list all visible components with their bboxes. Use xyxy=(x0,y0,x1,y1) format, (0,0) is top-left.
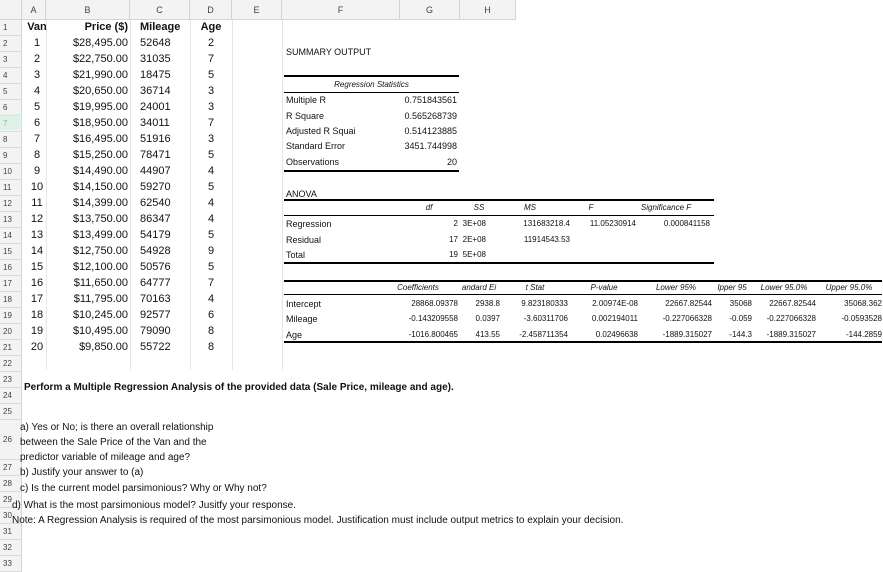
column-header-f[interactable]: F xyxy=(282,0,400,20)
coef-cell[interactable]: 2.00974E-08 xyxy=(592,299,638,308)
row-header-1[interactable]: 1 xyxy=(0,20,22,36)
row-header-17[interactable]: 17 xyxy=(0,276,22,292)
row-header-16[interactable]: 16 xyxy=(0,260,22,276)
table-cell[interactable]: 9 xyxy=(33,165,41,177)
table-cell[interactable]: 59270 xyxy=(140,181,171,193)
anova-cell[interactable]: 17 xyxy=(449,235,458,244)
table-cell[interactable]: 7 xyxy=(207,53,215,65)
table-cell[interactable]: 92577 xyxy=(140,309,171,321)
anova-cell[interactable]: Regression xyxy=(286,219,332,229)
table-cell[interactable]: 10 xyxy=(30,181,44,193)
column-header-a[interactable]: A xyxy=(22,0,46,20)
table-cell[interactable]: 19 xyxy=(30,325,44,337)
coef-cell[interactable]: -0.059 xyxy=(729,314,752,323)
coef-cell[interactable]: 0.02496638 xyxy=(595,330,638,339)
table-cell[interactable]: 4 xyxy=(33,85,41,97)
table-cell[interactable]: 79090 xyxy=(140,325,171,337)
table-header-2[interactable]: Mileage xyxy=(140,21,181,33)
table-header-1[interactable]: Price ($) xyxy=(84,21,128,33)
question-d[interactable]: d) What is the most parsimonious model? Jusitfy your response. xyxy=(12,500,297,511)
table-cell[interactable]: 20 xyxy=(30,341,44,353)
regstat-label[interactable]: Standard Error xyxy=(286,141,346,151)
anova-header-rule xyxy=(284,215,714,216)
table-cell[interactable]: 13 xyxy=(30,229,44,241)
table-cell[interactable]: 51916 xyxy=(140,133,171,145)
table-cell[interactable]: $13,750.00 xyxy=(72,213,128,225)
row-header-18[interactable]: 18 xyxy=(0,292,22,308)
coef-header[interactable]: Upper 95.0% xyxy=(825,283,873,292)
row-header-31[interactable]: 31 xyxy=(0,524,22,540)
table-cell[interactable]: $28,495.00 xyxy=(72,37,128,49)
table-cell[interactable]: $18,950.00 xyxy=(72,117,128,129)
coef-top-rule xyxy=(284,280,882,282)
regstat-value[interactable]: 0.565268739 xyxy=(404,111,457,121)
regstat-label[interactable]: R Square xyxy=(286,111,325,121)
table-cell[interactable]: $21,990.00 xyxy=(72,69,128,81)
table-cell[interactable]: 1 xyxy=(33,37,41,49)
column-header-e[interactable]: E xyxy=(232,0,282,20)
table-cell[interactable]: 5 xyxy=(207,149,215,161)
table-cell[interactable]: 8 xyxy=(207,325,215,337)
table-header-0[interactable]: Van xyxy=(27,21,47,33)
anova-bottom-rule xyxy=(284,262,714,264)
table-cell[interactable]: 54179 xyxy=(140,229,171,241)
table-cell[interactable]: 3 xyxy=(33,69,41,81)
table-cell[interactable]: 4 xyxy=(207,293,215,305)
row-header-22[interactable]: 22 xyxy=(0,356,22,372)
table-cell[interactable]: $12,750.00 xyxy=(72,245,128,257)
table-cell[interactable]: 2 xyxy=(33,53,41,65)
anova-header[interactable]: MS xyxy=(524,203,536,212)
anova-cell[interactable]: Total xyxy=(286,250,306,260)
row-header-25[interactable]: 25 xyxy=(0,404,22,420)
table-cell[interactable]: 17 xyxy=(30,293,44,305)
table-cell[interactable]: 5 xyxy=(207,229,215,241)
table-cell[interactable]: 4 xyxy=(207,197,215,209)
table-cell[interactable]: $20,650.00 xyxy=(72,85,128,97)
table-cell[interactable]: 62540 xyxy=(140,197,171,209)
question-note[interactable]: Note: A Regression Analysis is required of the most parsimonious model. Justification must include output metrics to explain your decision. xyxy=(12,515,624,526)
coef-header[interactable]: P-value xyxy=(590,283,618,292)
coef-cell[interactable]: -2.458711354 xyxy=(519,330,568,339)
coef-cell[interactable]: 35068 xyxy=(729,299,752,308)
anova-header[interactable]: df xyxy=(425,203,433,212)
row-header-13[interactable]: 13 xyxy=(0,212,22,228)
table-header-3[interactable]: Age xyxy=(200,21,222,33)
table-cell[interactable]: 78471 xyxy=(140,149,171,161)
column-header-c[interactable]: C xyxy=(130,0,190,20)
coef-cell[interactable]: -0.0593528 xyxy=(841,314,882,323)
coef-cell[interactable]: Mileage xyxy=(286,314,318,324)
table-cell[interactable]: 12 xyxy=(30,213,44,225)
table-cell[interactable]: 3 xyxy=(207,101,215,113)
summary-title[interactable]: SUMMARY OUTPUT xyxy=(286,47,372,57)
anova-cell[interactable]: 3E+08 xyxy=(462,219,486,228)
question-a-line2[interactable]: between the Sale Price of the Van and the xyxy=(20,437,207,448)
table-cell[interactable]: $10,495.00 xyxy=(72,325,128,337)
row-header-28[interactable]: 28 xyxy=(0,476,22,492)
coef-cell[interactable]: Intercept xyxy=(286,299,322,309)
anova-cell[interactable]: 19 xyxy=(449,250,458,259)
regstat-label[interactable]: Adjusted R Squai xyxy=(286,126,356,136)
coef-cell[interactable]: -1889.315027 xyxy=(766,330,816,339)
row-header-15[interactable]: 15 xyxy=(0,244,22,260)
table-cell[interactable]: $22,750.00 xyxy=(72,53,128,65)
table-cell[interactable]: $14,399.00 xyxy=(72,197,128,209)
table-cell[interactable]: 11 xyxy=(31,197,43,209)
table-cell[interactable]: $12,100.00 xyxy=(72,261,128,273)
coef-cell[interactable]: -0.227066328 xyxy=(766,314,816,323)
anova-cell[interactable]: 0.000841158 xyxy=(663,219,710,228)
regstat-value[interactable]: 0.514123885 xyxy=(404,126,457,136)
anova-cell[interactable]: 2E+08 xyxy=(462,235,486,244)
coef-cell[interactable]: 28868.09378 xyxy=(411,299,458,308)
table-cell[interactable]: 7 xyxy=(207,117,215,129)
table-cell[interactable]: 7 xyxy=(207,277,215,289)
table-cell[interactable]: $9,850.00 xyxy=(79,341,128,353)
column-header-d[interactable]: D xyxy=(190,0,232,20)
table-cell[interactable]: 36714 xyxy=(140,85,171,97)
table-cell[interactable]: 15 xyxy=(30,261,44,273)
regstat-label[interactable]: Multiple R xyxy=(286,95,327,105)
coef-cell[interactable]: 9.823180333 xyxy=(521,299,568,308)
table-cell[interactable]: 64777 xyxy=(140,277,171,289)
table-cell[interactable]: 3 xyxy=(207,133,215,145)
row-header-29[interactable]: 29 xyxy=(0,492,22,508)
question-prompt[interactable]: Perform a Multiple Regression Analysis of the provided data (Sale Price, mileage and age). xyxy=(24,382,454,393)
row-header-20[interactable]: 20 xyxy=(0,324,22,340)
column-header-h[interactable]: H xyxy=(460,0,516,20)
regstat-label[interactable]: Observations xyxy=(286,157,340,167)
table-cell[interactable]: $15,250.00 xyxy=(72,149,128,161)
anova-cell[interactable]: 11.05230914 xyxy=(589,219,636,228)
coef-cell[interactable]: -144.2859 xyxy=(845,330,882,339)
coef-header[interactable]: Lower 95.0% xyxy=(760,283,808,292)
row-header-19[interactable]: 19 xyxy=(0,308,22,324)
coef-cell[interactable]: 413.55 xyxy=(475,330,500,339)
table-cell[interactable]: 5 xyxy=(207,181,215,193)
row-header-27[interactable]: 27 xyxy=(0,460,22,476)
selected-row-indicator xyxy=(0,114,22,130)
column-header-b[interactable]: B xyxy=(46,0,130,20)
coef-cell[interactable]: 22667.82544 xyxy=(769,299,816,308)
row-header-32[interactable]: 32 xyxy=(0,540,22,556)
anova-cell[interactable]: 5E+08 xyxy=(462,250,486,259)
row-header-10[interactable]: 10 xyxy=(0,164,22,180)
coef-header[interactable]: t Stat xyxy=(525,283,545,292)
table-cell[interactable]: 18 xyxy=(30,309,44,321)
row-header-5[interactable]: 5 xyxy=(0,84,22,100)
question-c[interactable]: c) Is the current model parsimonious? Why or Why not? xyxy=(20,483,267,494)
table-cell[interactable]: 6 xyxy=(207,309,215,321)
coef-bottom-rule xyxy=(284,341,882,343)
anova-cell[interactable]: 131683218.4 xyxy=(523,219,570,228)
row-header-14[interactable]: 14 xyxy=(0,228,22,244)
row-header-2[interactable]: 2 xyxy=(0,36,22,52)
coef-header[interactable]: andard Ei xyxy=(461,283,497,292)
row-header-6[interactable]: 6 xyxy=(0,100,22,116)
grid-line xyxy=(232,20,233,370)
row-header-9[interactable]: 9 xyxy=(0,148,22,164)
table-cell[interactable]: $10,245.00 xyxy=(72,309,128,321)
table-cell[interactable]: 34011 xyxy=(140,117,170,129)
regstats-bottom-rule xyxy=(284,170,459,172)
grid-line xyxy=(130,20,131,370)
table-cell[interactable]: 4 xyxy=(207,213,215,225)
coef-cell[interactable]: -3.60311706 xyxy=(523,314,568,323)
row-header-8[interactable]: 8 xyxy=(0,132,22,148)
table-cell[interactable]: 54928 xyxy=(140,245,171,257)
row-header-3[interactable]: 3 xyxy=(0,52,22,68)
question-a-line3[interactable]: predictor variable of mileage and age? xyxy=(20,452,191,463)
row-header-4[interactable]: 4 xyxy=(0,68,22,84)
regstats-title[interactable]: Regression Statistics xyxy=(334,80,409,89)
coef-cell[interactable]: 0.002194011 xyxy=(591,314,638,323)
regstat-value[interactable]: 0.751843561 xyxy=(404,95,457,105)
table-cell[interactable]: 55722 xyxy=(140,341,171,353)
row-header-11[interactable]: 11 xyxy=(0,180,22,196)
anova-header[interactable]: SS xyxy=(473,203,485,212)
regstats-header-rule xyxy=(284,92,459,93)
row-header-12[interactable]: 12 xyxy=(0,196,22,212)
table-cell[interactable]: 4 xyxy=(207,165,215,177)
table-cell[interactable]: 8 xyxy=(207,341,215,353)
table-cell[interactable]: $11,650.00 xyxy=(73,277,128,289)
row-header-21[interactable]: 21 xyxy=(0,340,22,356)
coef-cell[interactable]: -1889.315027 xyxy=(662,330,712,339)
table-cell[interactable]: $16,495.00 xyxy=(72,133,128,145)
table-cell[interactable]: $13,499.00 xyxy=(72,229,128,241)
column-header-g[interactable]: G xyxy=(400,0,460,20)
coef-cell[interactable]: 22667.82544 xyxy=(665,299,712,308)
anova-header[interactable]: F xyxy=(588,203,594,212)
anova-cell[interactable]: Residual xyxy=(286,235,322,245)
coef-cell[interactable]: -0.143209558 xyxy=(408,314,458,323)
anova-cell[interactable]: 11914543.53 xyxy=(523,235,570,244)
table-cell[interactable]: 50576 xyxy=(140,261,171,273)
table-cell[interactable]: 44907 xyxy=(140,165,171,177)
row-header-23[interactable]: 23 xyxy=(0,372,22,388)
table-cell[interactable]: 5 xyxy=(33,101,41,113)
table-cell[interactable]: 2 xyxy=(207,37,215,49)
table-cell[interactable]: 24001 xyxy=(140,101,171,113)
table-cell[interactable]: 31035 xyxy=(140,53,171,65)
table-cell[interactable]: $14,150.00 xyxy=(72,181,128,193)
table-cell[interactable]: 7 xyxy=(33,133,41,145)
row-header-26[interactable]: 26 xyxy=(0,420,22,460)
coef-cell[interactable]: Age xyxy=(286,330,303,340)
coef-header[interactable]: Coefficients xyxy=(397,283,439,292)
coef-cell[interactable]: 2938.8 xyxy=(475,299,500,308)
question-a-line1[interactable]: a) Yes or No; is there an overall relationship xyxy=(20,422,214,433)
coef-header[interactable]: Lower 95% xyxy=(655,283,697,292)
table-cell[interactable]: $11,795.00 xyxy=(73,293,128,305)
anova-title[interactable]: ANOVA xyxy=(286,189,317,199)
select-all-corner[interactable] xyxy=(0,0,22,20)
regstats-top-rule xyxy=(284,75,459,77)
table-cell[interactable]: $19,995.00 xyxy=(72,101,128,113)
table-cell[interactable]: 52648 xyxy=(140,37,171,49)
coef-cell[interactable]: -144.3 xyxy=(729,330,752,339)
coef-cell[interactable]: -0.227066328 xyxy=(662,314,712,323)
anova-cell[interactable]: 2 xyxy=(453,219,458,228)
table-cell[interactable]: 5 xyxy=(207,261,215,273)
coef-cell[interactable]: -1016.800465 xyxy=(408,330,458,339)
table-cell[interactable]: 18475 xyxy=(140,69,171,81)
row-header-24[interactable]: 24 xyxy=(0,388,22,404)
table-cell[interactable]: 14 xyxy=(30,245,44,257)
table-cell[interactable]: 5 xyxy=(207,69,215,81)
table-cell[interactable]: 16 xyxy=(30,277,44,289)
table-cell[interactable]: 6 xyxy=(33,117,41,129)
table-cell[interactable]: 70163 xyxy=(140,293,171,305)
regstat-value[interactable]: 20 xyxy=(446,157,457,167)
coef-cell[interactable]: 0.0397 xyxy=(475,314,500,323)
row-header-30[interactable]: 30 xyxy=(0,508,22,524)
question-b[interactable]: b) Justify your answer to (a) xyxy=(20,467,144,478)
grid-line xyxy=(282,20,283,370)
anova-top-rule xyxy=(284,199,714,201)
table-cell[interactable]: 9 xyxy=(207,245,215,257)
anova-header[interactable]: Significance F xyxy=(640,203,692,212)
coef-header-rule xyxy=(284,294,882,295)
row-header-33[interactable]: 33 xyxy=(0,556,22,572)
table-cell[interactable]: 3 xyxy=(207,85,215,97)
regstat-value[interactable]: 3451.744998 xyxy=(404,141,457,151)
table-cell[interactable]: $14,490.00 xyxy=(72,165,128,177)
table-cell[interactable]: 86347 xyxy=(140,213,171,225)
coef-cell[interactable]: 35068.362 xyxy=(844,299,882,308)
coef-header[interactable]: Ipper 95 xyxy=(717,283,747,292)
table-cell[interactable]: 8 xyxy=(33,149,41,161)
